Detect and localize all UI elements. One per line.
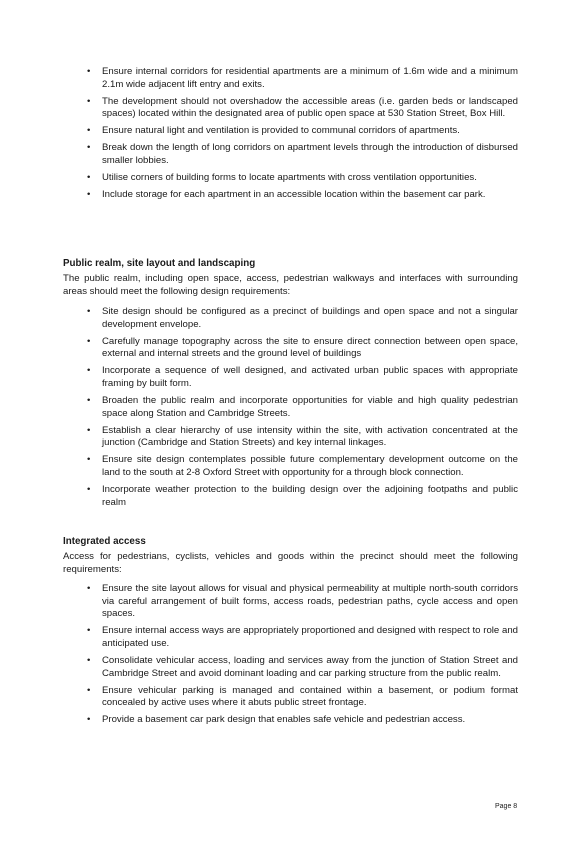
list-item — [63, 96, 518, 121]
section-heading-integrated-access: Integrated access — [63, 536, 146, 547]
bullet-icon: • — [87, 714, 91, 726]
list-item — [63, 189, 518, 202]
bullet-icon: • — [87, 189, 91, 201]
list-item — [63, 714, 518, 727]
bullet-icon: • — [87, 66, 91, 77]
bullet-icon: • — [87, 142, 91, 154]
list-item — [63, 306, 518, 331]
list-item-text: Utilise corners of building forms to locate apartments with cross ventilation opportunities. — [102, 172, 477, 184]
list-item — [63, 142, 518, 167]
bullet-icon: • — [87, 583, 91, 594]
public-realm-list — [63, 306, 518, 514]
list-item-text: Include storage for each apartment in an accessible location within the basement car park. — [102, 189, 486, 201]
list-item-text: Ensure site design contemplates possible future complementary development outcome on the land to the south at 2-8 Oxford Street with opportunity for a through block connection. — [102, 454, 518, 479]
list-item — [63, 125, 518, 138]
list-item-text: Site design should be configured as a precinct of buildings and open space and not a singular development envelope. — [102, 306, 518, 330]
bullet-icon: • — [87, 684, 91, 696]
list-item — [63, 336, 518, 361]
list-item-text: Establish a clear hierarchy of use intensity within the site, with activation concentrated at the junction (Cambridge and Station Streets) and key internal linkages. — [102, 424, 518, 449]
bullet-icon: • — [87, 172, 91, 184]
list-item — [63, 583, 518, 621]
list-item-text: Consolidate vehicular access, loading and services away from the junction of Station Street and Cambridge Street and avoid dominant loading and car parking structure from the public realm. — [102, 654, 518, 679]
list-item-text: Ensure vehicular parking is managed and contained within a basement, or podium format concealed by active uses where it abuts public street frontage. — [102, 684, 518, 709]
list-item — [63, 66, 518, 91]
list-item — [63, 454, 518, 479]
requirements-list — [63, 66, 518, 206]
bullet-icon: • — [87, 335, 91, 347]
list-item-text: Broaden the public realm and incorporate opportunities for viable and high quality pedestrian space along Station and Cambridge Streets. — [102, 395, 518, 419]
list-item — [63, 484, 518, 509]
list-item-text: Incorporate a sequence of well designed, and activated urban public spaces with appropriate framing by built form. — [102, 365, 518, 389]
list-item — [63, 395, 518, 420]
list-item — [63, 425, 518, 450]
list-item-text: Incorporate weather protection to the building design over the adjoining footpaths and public realm — [102, 484, 518, 508]
integrated-access-list — [63, 583, 518, 731]
page-number: Page 8 — [495, 803, 518, 810]
list-item-text: Ensure internal access ways are appropriately proportioned and designed with respect to role and anticipated use. — [102, 625, 518, 649]
list-item — [63, 685, 518, 710]
list-item-text: Break down the length of long corridors on apartment levels through the introduction of disbursed smaller lobbies. — [102, 142, 518, 167]
list-item — [63, 365, 518, 390]
list-item-text: Provide a basement car park design that enables safe vehicle and pedestrian access. — [102, 714, 466, 726]
bullet-icon: • — [87, 484, 91, 496]
bullet-icon: • — [87, 654, 91, 666]
list-item — [63, 655, 518, 680]
list-item — [63, 625, 518, 650]
bullet-icon: • — [87, 95, 91, 107]
list-item — [63, 172, 518, 185]
bullet-icon: • — [87, 625, 91, 637]
list-item-text: Ensure internal corridors for residential apartments are a minimum of 1.6m wide and a minimum 2.1m wide adjacent lift entry and exits. — [102, 66, 518, 90]
list-item-text: Carefully manage topography across the site to ensure direct connection between open space, external and internal streets and the ground level of buildings — [102, 335, 518, 360]
bullet-icon: • — [87, 454, 91, 466]
bullet-icon: • — [87, 365, 91, 377]
list-item-text: Ensure the site layout allows for visual and physical permeability at multiple north-south corridors via careful arrangement of built forms, access roads, pedestrian paths, cycle access and open spaces. — [102, 583, 518, 620]
bullet-icon: • — [87, 395, 91, 407]
section-intro-integrated-access: Access for pedestrians, cyclists, vehicles and goods within the precinct should meet the following requirements: — [63, 551, 518, 575]
bullet-icon: • — [87, 306, 91, 317]
list-item-text: Ensure natural light and ventilation is provided to communal corridors of apartments. — [102, 125, 460, 137]
section-heading-public-realm: Public realm, site layout and landscaping — [63, 258, 256, 269]
bullet-icon: • — [87, 125, 91, 137]
list-item-text: The development should not overshadow the accessible areas (i.e. garden beds or landscaped spaces) located within the designated area of public open space at 530 Station Street, Box Hill. — [102, 95, 518, 120]
section-intro-public-realm: The public realm, including open space, access, pedestrian walkways and interfaces with surrounding areas should meet the following design requirements: — [63, 273, 518, 297]
bullet-icon: • — [87, 424, 91, 436]
